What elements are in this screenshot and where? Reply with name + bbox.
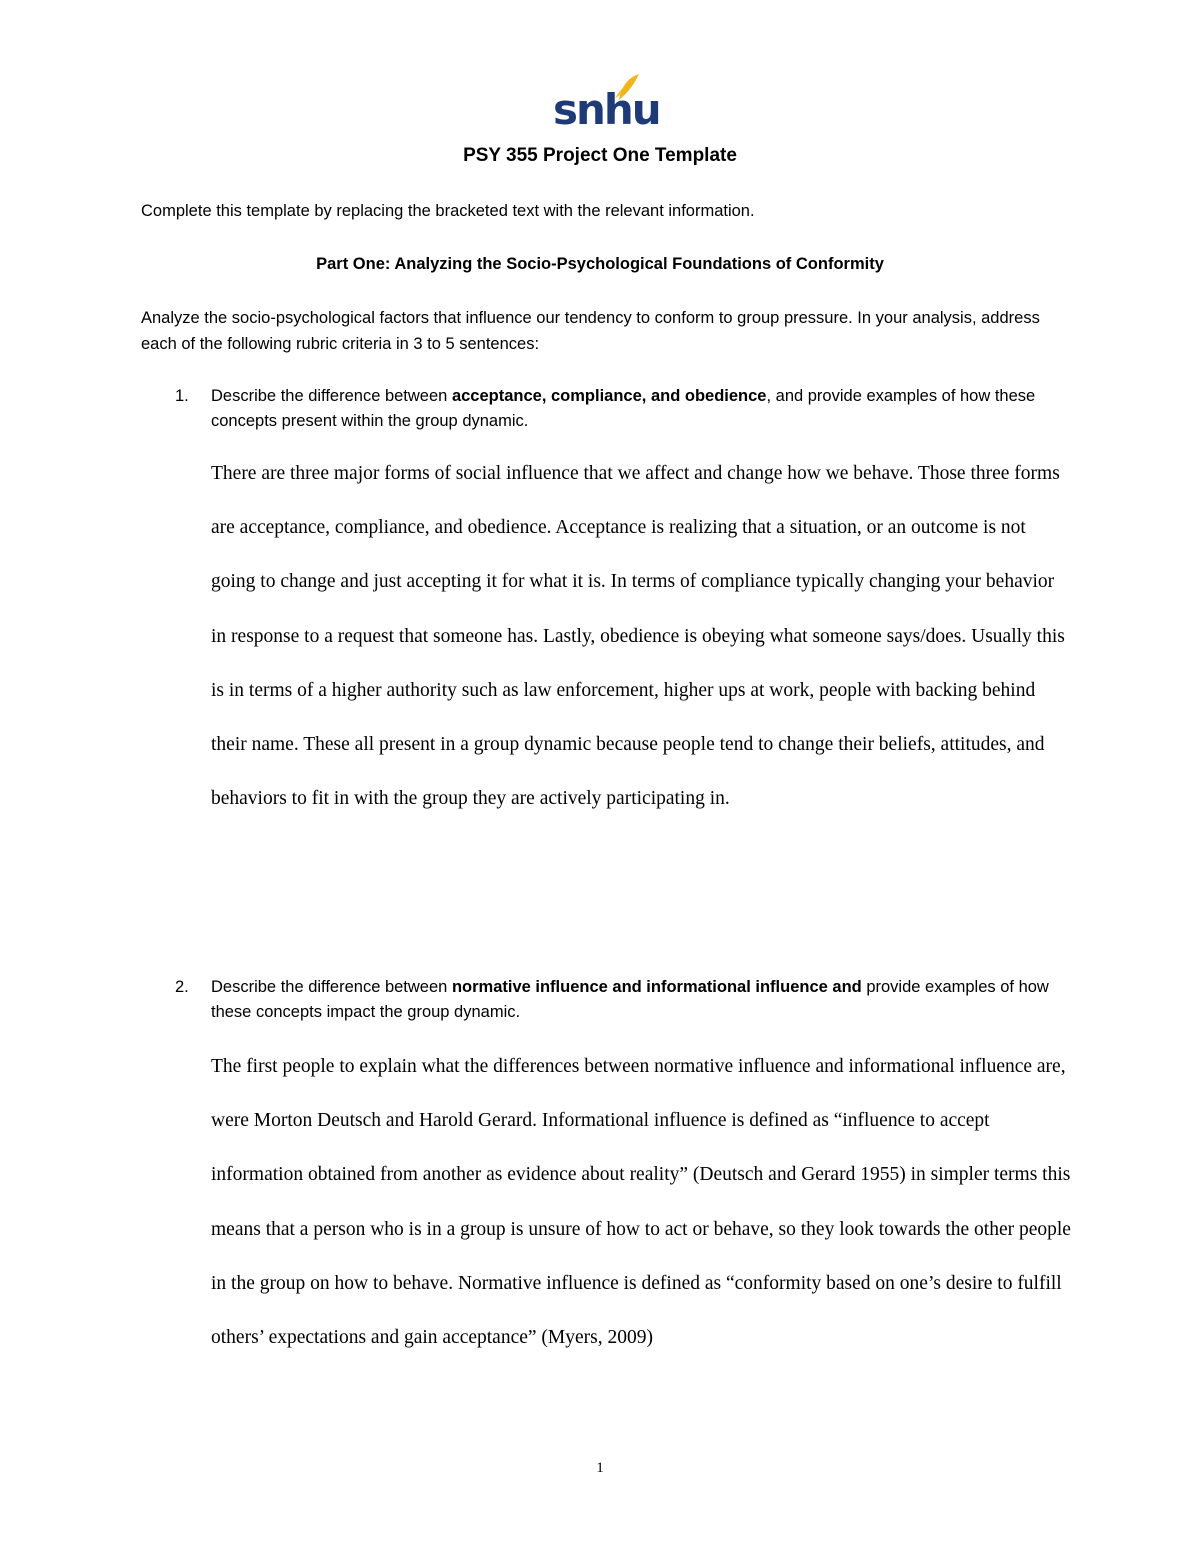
item-prompt <box>211 975 1061 1025</box>
rubric-item-2 <box>141 975 1061 1025</box>
item-number: 2. <box>175 978 189 996</box>
prompt-text: Describe the difference between <box>211 978 452 996</box>
answer-text: There are three major forms of social influence that we affect and change how we behave. Those three forms are acceptance, compliance, and obedience. Acceptance is realizing that a situation, or an outcome is not going to change and just accepting it for what it is. In terms of compliance typically changing your behavior in response to a request that someone has. Lastly, obedience is obeying what someone says/does. Usually this is in terms of a higher authority such as law enforcement, higher ups at work, people with backing behind their name. These all present in a group dynamic because people tend to change their beliefs, attitudes, and behaviors to fit in with the group they are actively participating in. <box>211 463 1065 810</box>
answer-text: The first people to explain what the differences between normative influence and informational influence are, were Morton Deutsch and Harold Gerard. Informational influence is defined as “influence to accept information obtained from another as evidence about reality” (Deutsch and Gerard 1955) in simpler terms this means that a person who is in a group is unsure of how to act or behave, so they look towards the other people in the group on how to behave. Normative influence is defined as “conformity based on one’s desire to fulfill others’ expectations and gain acceptance” (Myers, 2009) <box>211 1056 1071 1349</box>
item-number: 1. <box>175 387 189 405</box>
rubric-item-1 <box>141 384 1061 434</box>
prompt-bold-text: normative influence and informational influence and <box>451 978 862 996</box>
instruction-text: Complete this template by replacing the bracketed text with the relevant information. <box>141 202 755 220</box>
logo-wordmark: snhu <box>553 85 660 134</box>
page-number: 1 <box>596 1460 604 1476</box>
prompt-text: Describe the difference between <box>211 387 452 405</box>
intro-paragraph: Analyze the socio-psychological factors that influence our tendency to conform to group pressure. In your analysis, address each of the following rubric criteria in 3 to 5 sentences: <box>141 309 1040 353</box>
prompt-text: provide examples of how these concepts impact the group dynamic. <box>211 978 1049 1021</box>
answer-1 <box>211 447 1071 826</box>
part-heading: Part One: Analyzing the Socio-Psychological Foundations of Conformity <box>316 255 884 273</box>
prompt-text: , and provide examples of how these concepts present within the group dynamic. <box>211 387 1036 430</box>
item-prompt <box>211 384 1061 434</box>
document-title: PSY 355 Project One Template <box>463 145 737 166</box>
answer-2 <box>211 1040 1071 1365</box>
prompt-bold-text: acceptance, compliance, and obedience <box>451 387 767 405</box>
snhu-logo <box>553 72 660 134</box>
